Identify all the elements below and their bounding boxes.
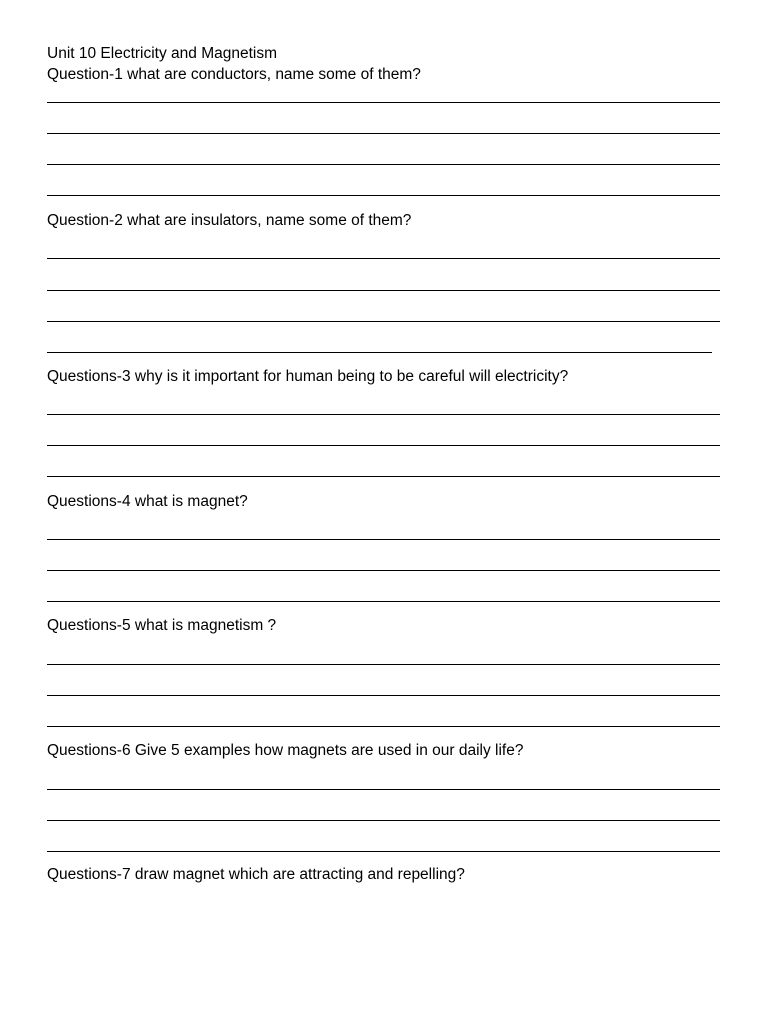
question-3: Questions-3 why is it important for human being to be careful will electricity? <box>47 368 569 385</box>
answer-line-q6-3 <box>47 851 720 852</box>
answer-line-q6-1 <box>47 789 720 790</box>
question-7: Questions-7 draw magnet which are attracting and repelling? <box>47 866 465 883</box>
answer-line-q4-3 <box>47 601 720 602</box>
answer-line-q1-4 <box>47 195 720 196</box>
answer-line-q2-1 <box>47 258 720 259</box>
answer-line-q1-1 <box>47 102 720 103</box>
answer-line-q5-2 <box>47 695 720 696</box>
answer-line-q1-2 <box>47 133 720 134</box>
answer-line-q3-1 <box>47 414 720 415</box>
question-2: Question-2 what are insulators, name some of them? <box>47 212 412 229</box>
answer-line-q4-1 <box>47 539 720 540</box>
answer-line-q2-4 <box>47 352 712 353</box>
answer-line-q3-2 <box>47 445 720 446</box>
answer-line-q6-2 <box>47 820 720 821</box>
answer-line-q1-3 <box>47 164 720 165</box>
answer-line-q4-2 <box>47 570 720 571</box>
answer-line-q3-3 <box>47 476 720 477</box>
answer-line-q5-3 <box>47 726 720 727</box>
question-4: Questions-4 what is magnet? <box>47 493 248 510</box>
answer-line-q5-1 <box>47 664 720 665</box>
question-1: Question-1 what are conductors, name some of them? <box>47 66 421 83</box>
answer-line-q2-3 <box>47 321 720 322</box>
question-6: Questions-6 Give 5 examples how magnets are used in our daily life? <box>47 742 524 759</box>
worksheet-title: Unit 10 Electricity and Magnetism <box>47 45 278 62</box>
answer-line-q2-2 <box>47 290 720 291</box>
question-5: Questions-5 what is magnetism ? <box>47 617 277 634</box>
